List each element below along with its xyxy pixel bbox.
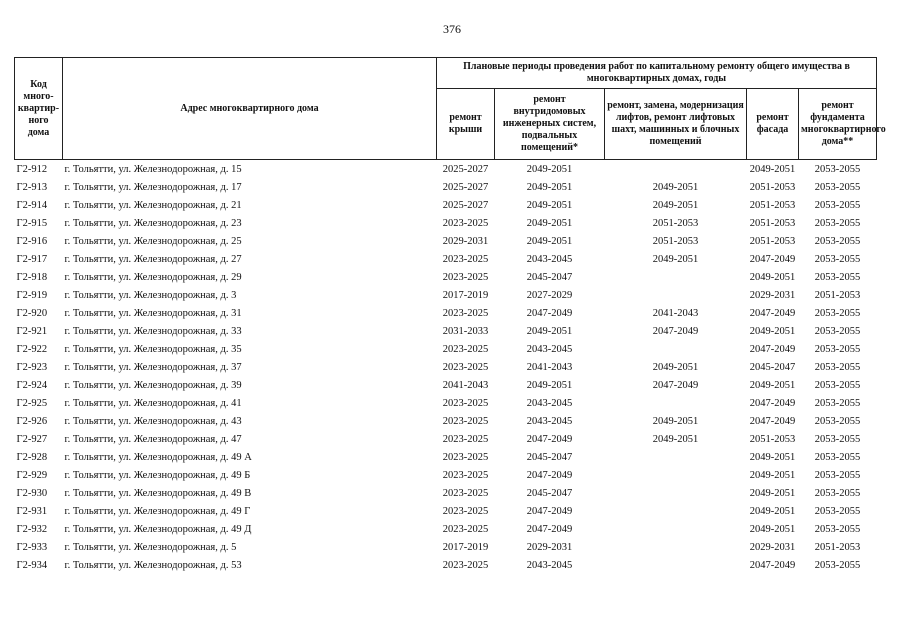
- cell-facade: 2049-2051: [749, 379, 796, 391]
- cell-foundation: 2053-2055: [814, 523, 861, 535]
- cell-roof: 2023-2025: [442, 559, 489, 571]
- cell-code: Г2-926: [16, 415, 48, 427]
- cell-lifts: [605, 502, 747, 520]
- cell-address: г. Тольятти, ул. Железнодорожная, д. 31: [64, 307, 242, 319]
- cell-lifts: 2049-2051: [652, 181, 699, 193]
- cell-code: Г2-921: [16, 325, 48, 337]
- cell-lifts: 2047-2049: [652, 325, 699, 337]
- cell-code: Г2-929: [16, 469, 48, 481]
- table-row: [15, 394, 877, 412]
- table-body: [15, 160, 877, 575]
- table-row: [15, 160, 877, 179]
- cell-address: г. Тольятти, ул. Железнодорожная, д. 49 Б: [64, 469, 251, 481]
- cell-address: г. Тольятти, ул. Железнодорожная, д. 49 В: [64, 487, 252, 499]
- cell-lifts: 2051-2053: [652, 217, 699, 229]
- cell-lifts: 2041-2043: [652, 307, 699, 319]
- cell-roof: 2023-2025: [442, 523, 489, 535]
- cell-foundation: 2053-2055: [814, 361, 861, 373]
- header-address: Адрес многоквартирного дома: [63, 58, 437, 160]
- cell-roof: 2025-2027: [442, 199, 489, 211]
- cell-roof: 2031-2033: [442, 325, 489, 337]
- cell-facade: 2051-2053: [749, 217, 796, 229]
- cell-lifts: [605, 520, 747, 538]
- cell-foundation: 2053-2055: [814, 325, 861, 337]
- cell-foundation: 2053-2055: [814, 397, 861, 409]
- cell-foundation: 2053-2055: [814, 469, 861, 481]
- cell-roof: 2023-2025: [442, 451, 489, 463]
- cell-foundation: 2051-2053: [814, 289, 861, 301]
- table-row: [15, 286, 877, 304]
- table-row: [15, 232, 877, 250]
- cell-roof: 2023-2025: [442, 415, 489, 427]
- cell-foundation: 2053-2055: [814, 505, 861, 517]
- cell-systems: 2043-2045: [526, 343, 573, 355]
- cell-lifts: 2049-2051: [652, 361, 699, 373]
- table-row: [15, 340, 877, 358]
- cell-systems: 2049-2051: [526, 163, 573, 175]
- cell-foundation: 2053-2055: [814, 163, 861, 175]
- table-row: [15, 412, 877, 430]
- table-row: [15, 430, 877, 448]
- cell-address: г. Тольятти, ул. Железнодорожная, д. 17: [64, 181, 242, 193]
- cell-address: г. Тольятти, ул. Железнодорожная, д. 5: [64, 541, 237, 553]
- cell-facade: 2047-2049: [749, 559, 796, 571]
- cell-systems: 2043-2045: [526, 253, 573, 265]
- cell-facade: 2049-2051: [749, 487, 796, 499]
- cell-address: г. Тольятти, ул. Железнодорожная, д. 37: [64, 361, 242, 373]
- cell-roof: 2017-2019: [442, 289, 489, 301]
- cell-lifts: 2051-2053: [652, 235, 699, 247]
- cell-roof: 2025-2027: [442, 181, 489, 193]
- cell-systems: 2049-2051: [526, 379, 573, 391]
- page-number: 376: [443, 22, 461, 36]
- cell-facade: 2049-2051: [749, 523, 796, 535]
- cell-roof: 2023-2025: [442, 253, 489, 265]
- cell-systems: 2043-2045: [526, 559, 573, 571]
- cell-systems: 2043-2045: [526, 397, 573, 409]
- cell-roof: 2023-2025: [442, 433, 489, 445]
- cell-lifts: [605, 538, 747, 556]
- cell-facade: 2049-2051: [749, 469, 796, 481]
- cell-foundation: 2053-2055: [814, 307, 861, 319]
- table-row: [15, 178, 877, 196]
- table-row: [15, 538, 877, 556]
- cell-facade: 2051-2053: [749, 433, 796, 445]
- cell-facade: 2047-2049: [749, 253, 796, 265]
- cell-lifts: [605, 286, 747, 304]
- cell-roof: 2017-2019: [442, 541, 489, 553]
- cell-address: г. Тольятти, ул. Железнодорожная, д. 25: [64, 235, 242, 247]
- cell-roof: 2023-2025: [442, 271, 489, 283]
- cell-facade: 2047-2049: [749, 307, 796, 319]
- cell-lifts: [605, 466, 747, 484]
- table-row: [15, 376, 877, 394]
- cell-roof: 2023-2025: [442, 469, 489, 481]
- cell-code: Г2-915: [16, 217, 48, 229]
- cell-systems: 2047-2049: [526, 433, 573, 445]
- cell-facade: 2029-2031: [749, 289, 796, 301]
- cell-systems: 2049-2051: [526, 235, 573, 247]
- cell-lifts: 2047-2049: [652, 379, 699, 391]
- cell-lifts: [605, 160, 747, 179]
- cell-lifts: [605, 394, 747, 412]
- cell-systems: 2027-2029: [526, 289, 573, 301]
- cell-address: г. Тольятти, ул. Железнодорожная, д. 53: [64, 559, 242, 571]
- cell-facade: 2047-2049: [749, 343, 796, 355]
- cell-code: Г2-918: [16, 271, 48, 283]
- cell-foundation: 2053-2055: [814, 433, 861, 445]
- cell-systems: 2047-2049: [526, 505, 573, 517]
- cell-foundation: 2051-2053: [814, 541, 861, 553]
- header-lifts: ремонт, замена, модернизация лифтов, ремонт лифтовых шахт, машинных и блочных помещений: [605, 89, 747, 160]
- cell-foundation: 2053-2055: [814, 559, 861, 571]
- cell-facade: 2049-2051: [749, 271, 796, 283]
- table-row: [15, 466, 877, 484]
- cell-foundation: 2053-2055: [814, 487, 861, 499]
- cell-lifts: 2049-2051: [652, 253, 699, 265]
- cell-roof: 2023-2025: [442, 307, 489, 319]
- cell-systems: 2049-2051: [526, 181, 573, 193]
- table-row: [15, 268, 877, 286]
- header-periods: Плановые периоды проведения работ по капитальному ремонту общего имущества в многоквартирных домах, годы: [437, 58, 877, 89]
- cell-code: Г2-933: [16, 541, 48, 553]
- table-row: [15, 196, 877, 214]
- cell-code: Г2-912: [16, 163, 48, 175]
- cell-lifts: 2049-2051: [652, 415, 699, 427]
- header-code: Код много-квартир-ного дома: [15, 58, 63, 160]
- cell-systems: 2047-2049: [526, 469, 573, 481]
- cell-systems: 2049-2051: [526, 325, 573, 337]
- cell-address: г. Тольятти, ул. Железнодорожная, д. 49 А: [64, 451, 252, 463]
- table-row: [15, 448, 877, 466]
- cell-address: г. Тольятти, ул. Железнодорожная, д. 29: [64, 271, 242, 283]
- cell-systems: 2045-2047: [526, 451, 573, 463]
- cell-lifts: 2049-2051: [652, 199, 699, 211]
- cell-foundation: 2053-2055: [814, 235, 861, 247]
- cell-facade: 2049-2051: [749, 451, 796, 463]
- cell-lifts: [605, 448, 747, 466]
- cell-address: г. Тольятти, ул. Железнодорожная, д. 21: [64, 199, 242, 211]
- repair-schedule-table: [14, 57, 886, 574]
- table-row: [15, 520, 877, 538]
- table-row: [15, 214, 877, 232]
- cell-code: Г2-930: [16, 487, 48, 499]
- cell-facade: 2049-2051: [749, 505, 796, 517]
- cell-roof: 2023-2025: [442, 361, 489, 373]
- cell-address: г. Тольятти, ул. Железнодорожная, д. 49 Д: [64, 523, 252, 535]
- header-systems: ремонт внутридомовых инженерных систем, подвальных помещений*: [495, 89, 605, 160]
- cell-code: Г2-934: [16, 559, 48, 571]
- cell-systems: 2041-2043: [526, 361, 573, 373]
- cell-systems: 2047-2049: [526, 523, 573, 535]
- cell-address: г. Тольятти, ул. Железнодорожная, д. 27: [64, 253, 242, 265]
- cell-lifts: 2049-2051: [652, 433, 699, 445]
- cell-facade: 2029-2031: [749, 541, 796, 553]
- cell-roof: 2041-2043: [442, 379, 489, 391]
- cell-address: г. Тольятти, ул. Железнодорожная, д. 49 Г: [64, 505, 251, 517]
- cell-facade: 2051-2053: [749, 235, 796, 247]
- cell-code: Г2-917: [16, 253, 48, 265]
- cell-address: г. Тольятти, ул. Железнодорожная, д. 15: [64, 163, 242, 175]
- cell-code: Г2-922: [16, 343, 48, 355]
- cell-roof: 2023-2025: [442, 217, 489, 229]
- cell-systems: 2029-2031: [526, 541, 573, 553]
- cell-roof: 2023-2025: [442, 505, 489, 517]
- cell-foundation: 2053-2055: [814, 379, 861, 391]
- cell-systems: 2043-2045: [526, 415, 573, 427]
- cell-systems: 2049-2051: [526, 199, 573, 211]
- cell-lifts: [605, 340, 747, 358]
- cell-facade: 2049-2051: [749, 325, 796, 337]
- cell-facade: 2047-2049: [749, 397, 796, 409]
- header-foundation: ремонт фундамента многоквартирного дома**: [799, 89, 877, 160]
- cell-foundation: 2053-2055: [814, 253, 861, 265]
- cell-roof: 2029-2031: [442, 235, 489, 247]
- header-roof: ремонт крыши: [437, 89, 495, 160]
- cell-address: г. Тольятти, ул. Железнодорожная, д. 35: [64, 343, 242, 355]
- cell-facade: 2051-2053: [749, 199, 796, 211]
- cell-foundation: 2053-2055: [814, 271, 861, 283]
- cell-code: Г2-914: [16, 199, 48, 211]
- cell-foundation: 2053-2055: [814, 199, 861, 211]
- cell-facade: 2047-2049: [749, 415, 796, 427]
- cell-facade: 2045-2047: [749, 361, 796, 373]
- cell-systems: 2045-2047: [526, 487, 573, 499]
- cell-code: Г2-913: [16, 181, 48, 193]
- cell-code: Г2-919: [16, 289, 48, 301]
- cell-address: г. Тольятти, ул. Железнодорожная, д. 43: [64, 415, 242, 427]
- cell-code: Г2-916: [16, 235, 48, 247]
- cell-code: Г2-931: [16, 505, 48, 517]
- cell-code: Г2-920: [16, 307, 48, 319]
- table-row: [15, 358, 877, 376]
- cell-address: г. Тольятти, ул. Железнодорожная, д. 47: [64, 433, 242, 445]
- table-row: [15, 484, 877, 502]
- cell-code: Г2-928: [16, 451, 48, 463]
- table-row: [15, 556, 877, 574]
- cell-address: г. Тольятти, ул. Железнодорожная, д. 23: [64, 217, 242, 229]
- cell-systems: 2045-2047: [526, 271, 573, 283]
- cell-systems: 2047-2049: [526, 307, 573, 319]
- cell-address: г. Тольятти, ул. Железнодорожная, д. 3: [64, 289, 237, 301]
- cell-foundation: 2053-2055: [814, 217, 861, 229]
- cell-facade: 2049-2051: [749, 163, 796, 175]
- cell-address: г. Тольятти, ул. Железнодорожная, д. 39: [64, 379, 242, 391]
- cell-lifts: [605, 268, 747, 286]
- cell-address: г. Тольятти, ул. Железнодорожная, д. 33: [64, 325, 242, 337]
- cell-systems: 2049-2051: [526, 217, 573, 229]
- table-row: [15, 502, 877, 520]
- cell-facade: 2051-2053: [749, 181, 796, 193]
- cell-code: Г2-923: [16, 361, 48, 373]
- table-row: [15, 304, 877, 322]
- cell-lifts: [605, 556, 747, 574]
- cell-foundation: 2053-2055: [814, 343, 861, 355]
- header-facade: ремонт фасада: [747, 89, 799, 160]
- cell-address: г. Тольятти, ул. Железнодорожная, д. 41: [64, 397, 242, 409]
- cell-code: Г2-925: [16, 397, 48, 409]
- cell-foundation: 2053-2055: [814, 451, 861, 463]
- cell-foundation: 2053-2055: [814, 181, 861, 193]
- table-row: [15, 250, 877, 268]
- cell-roof: 2025-2027: [442, 163, 489, 175]
- cell-roof: 2023-2025: [442, 397, 489, 409]
- cell-code: Г2-924: [16, 379, 48, 391]
- cell-code: Г2-927: [16, 433, 48, 445]
- cell-lifts: [605, 484, 747, 502]
- cell-foundation: 2053-2055: [814, 415, 861, 427]
- cell-code: Г2-932: [16, 523, 48, 535]
- cell-roof: 2023-2025: [442, 343, 489, 355]
- cell-roof: 2023-2025: [442, 487, 489, 499]
- table-row: [15, 322, 877, 340]
